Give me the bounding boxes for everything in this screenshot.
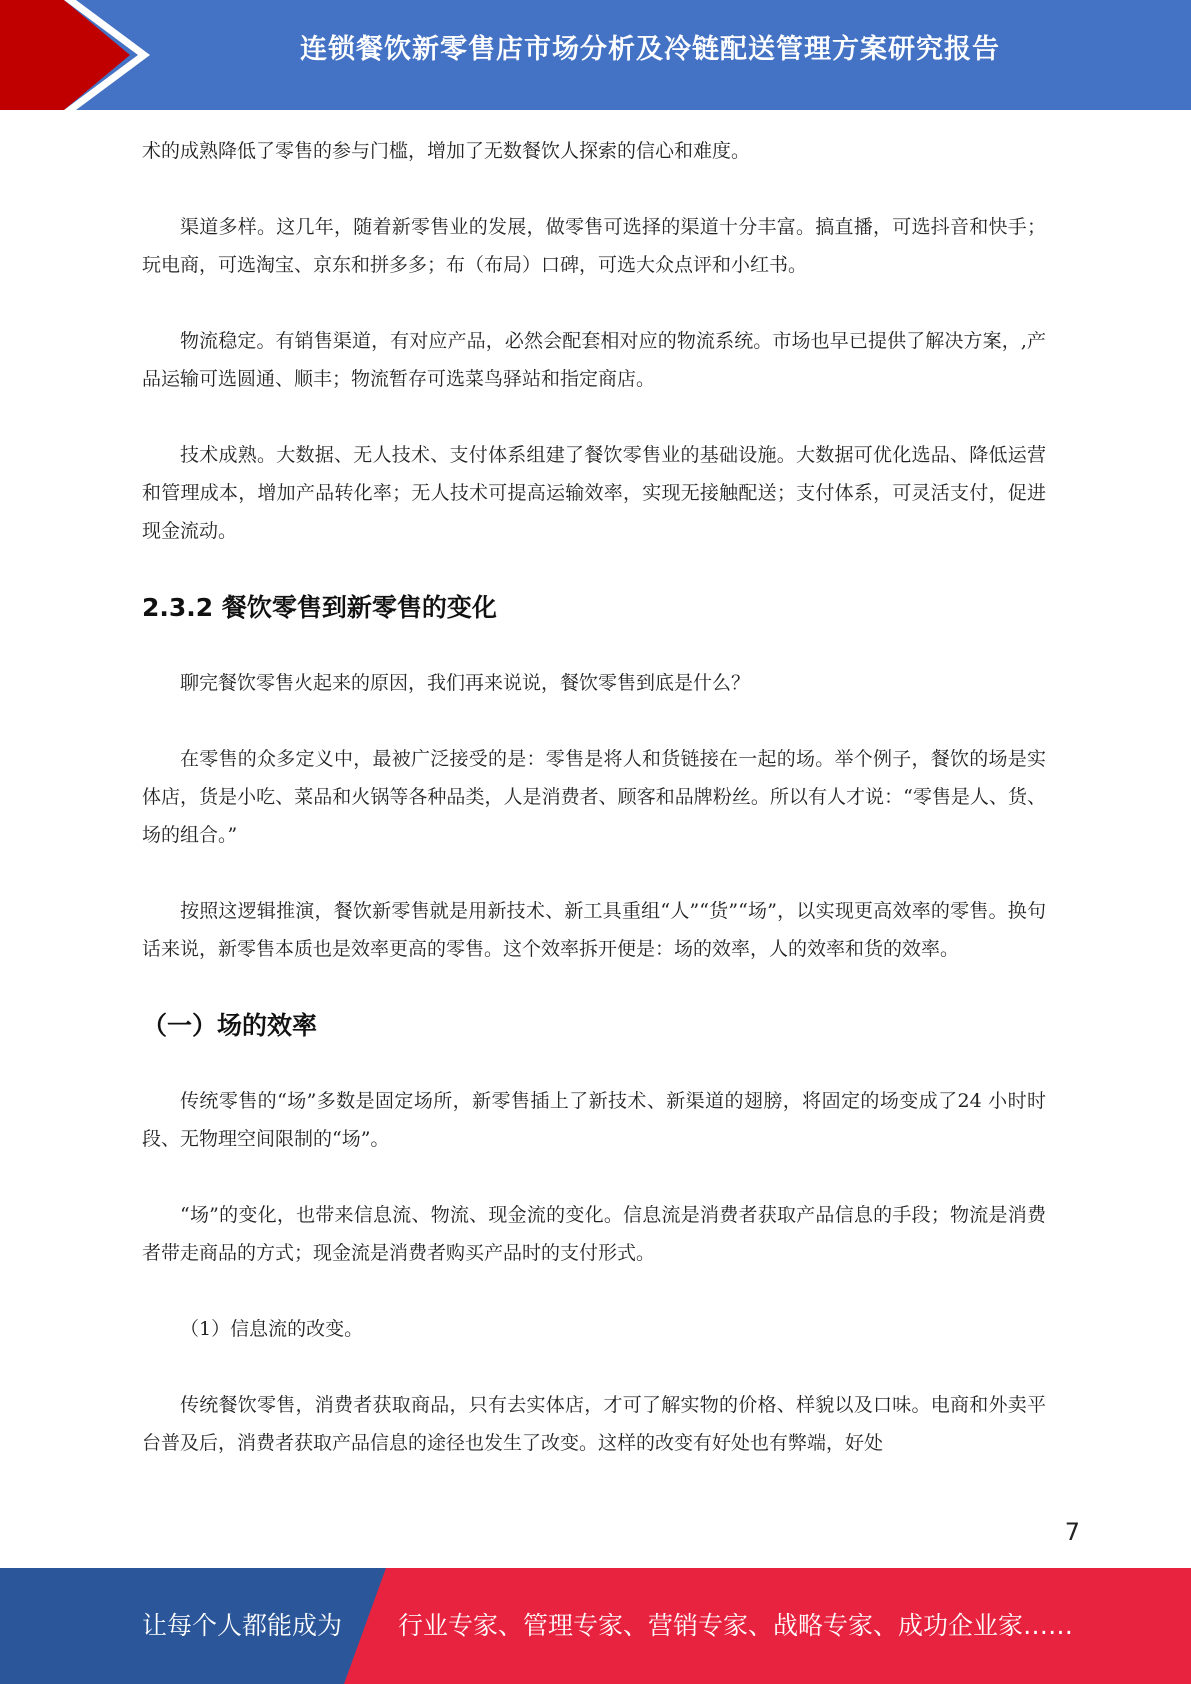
paragraph: 术的成熟降低了零售的参与门槛，增加了无数餐饮人探索的信心和难度。 [142, 140, 751, 162]
footer-slogan-left: 让每个人都能成为 [142, 1611, 343, 1640]
report-title: 连锁餐饮新零售店市场分析及冷链配送管理方案研究报告 [300, 34, 1000, 65]
page-header [0, 0, 1191, 110]
page-footer [0, 1568, 1191, 1684]
document-body [142, 132, 1046, 1500]
paragraph: 技术成熟。大数据、无人技术、支付体系组建了餐饮零售业的基础设施。大数据可优化选品、降低运营和管理成本，增加产品转化率；无人技术可提高运输效率，实现无接触配送；支付体系，可灵活支付，促进现金流动。 [142, 444, 1046, 542]
paragraph: 在零售的众多定义中，最被广泛接受的是：零售是将人和货链接在一起的场。举个例子，餐饮的场是实体店，货是小吃、菜品和火锅等各种品类，人是消费者、顾客和品牌粉丝。所以有人才说：“零售是人、货、场的组合。” [142, 748, 1046, 846]
subsection-heading: （一）场的效率 [142, 1011, 318, 1040]
paragraph: 传统零售的“场”多数是固定场所，新零售插上了新技术、新渠道的翅膀，将固定的场变成了24 小时时段、无物理空间限制的“场”。 [142, 1090, 1046, 1150]
paragraph: 渠道多样。这几年，随着新零售业的发展，做零售可选择的渠道十分丰富。搞直播，可选抖音和快手；玩电商，可选淘宝、京东和拼多多；布（布局）口碑，可选大众点评和小红书。 [142, 216, 1046, 276]
footer-slogan-right: 行业专家、管理专家、营销专家、战略专家、成功企业家…… [398, 1611, 1074, 1640]
paragraph: 聊完餐饮零售火起来的原因，我们再来说说，餐饮零售到底是什么？ [180, 672, 751, 694]
list-item: （1）信息流的改变。 [180, 1318, 364, 1340]
paragraph: 传统餐饮零售，消费者获取商品，只有去实体店，才可了解实物的价格、样貌以及口味。电商和外卖平台普及后，消费者获取产品信息的途径也发生了改变。这样的改变有好处也有弊端，好处 [142, 1394, 1046, 1454]
header-red-arrow [0, 0, 155, 110]
section-heading: 2.3.2 餐饮零售到新零售的变化 [142, 593, 497, 622]
paragraph: 物流稳定。有销售渠道，有对应产品，必然会配套相对应的物流系统。市场也早已提供了解决方案，,产品运输可选圆通、顺丰；物流暂存可选菜鸟驿站和指定商店。 [142, 330, 1046, 390]
paragraph: 按照这逻辑推演，餐饮新零售就是用新技术、新工具重组“人”“货”“场”，以实现更高效率的零售。换句话来说，新零售本质也是效率更高的零售。这个效率拆开便是：场的效率，人的效率和货的效率。 [142, 900, 1046, 960]
paragraph: “场”的变化，也带来信息流、物流、现金流的变化。信息流是消费者获取产品信息的手段；物流是消费者带走商品的方式；现金流是消费者购买产品时的支付形式。 [142, 1204, 1046, 1264]
page-number: 7 [1064, 1518, 1080, 1546]
